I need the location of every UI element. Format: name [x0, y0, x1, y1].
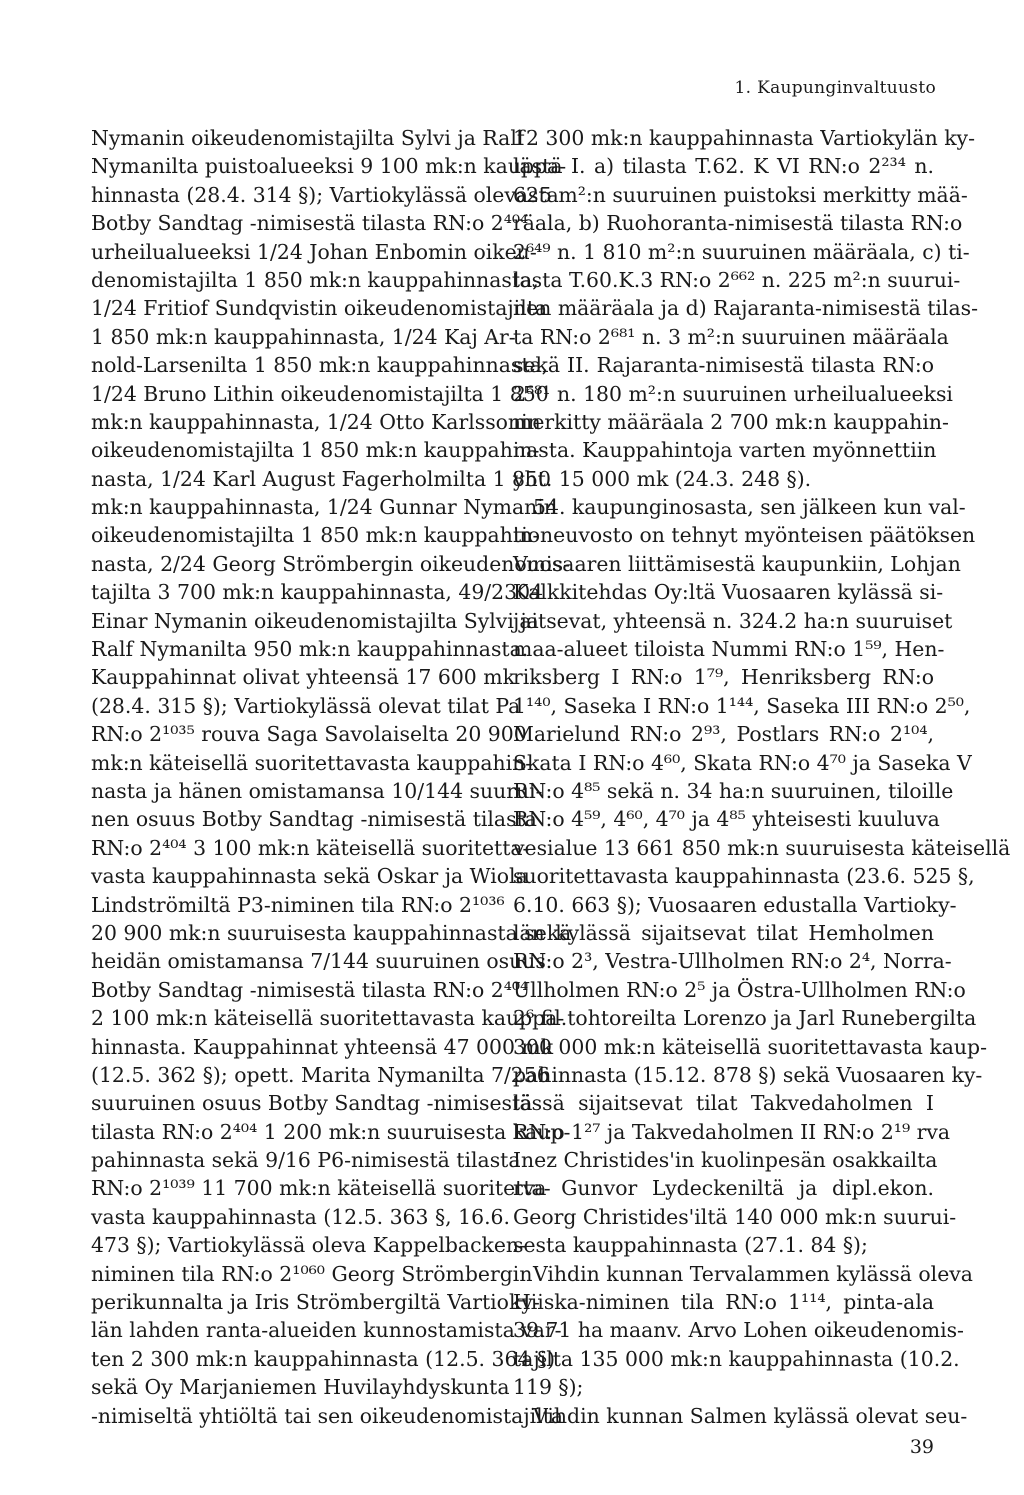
- text-line: 12 300 mk:n kauppahinnasta Vartiokylän ky-: [513, 126, 975, 150]
- page-number: 39: [909, 1436, 934, 1458]
- text-line: Botby Sandtag -nimisestä tilasta RN:o 2⁴⁰⁴: [91, 211, 529, 236]
- text-line: sekä Oy Marjaniemen Huvilayhdyskunta: [91, 1375, 510, 1400]
- text-line: lässä sijaitsevat tilat Takvedaholmen I: [513, 1091, 934, 1116]
- text-line: mk:n kauppahinnasta, 1/24 Otto Karlssonin: [91, 409, 541, 434]
- text-line: nold-Larsenilta 1 850 mk:n kauppahinnasta,: [91, 353, 549, 378]
- text-line: Vihdin kunnan Tervalammen kylässä oleva: [533, 1261, 973, 1286]
- text-line: RN:o 2³, Vestra-Ullholmen RN:o 2⁴, Norra-: [513, 949, 952, 974]
- text-line: merkitty määräala 2 700 mk:n kauppahin-: [513, 409, 949, 434]
- text-line: 300 000 mk:n käteisellä suoritettavasta kaup-: [513, 1034, 987, 1059]
- text-line: (12.5. 362 §); opett. Marita Nymanilta 7/256: [91, 1062, 550, 1087]
- text-line: Georg Christides'iltä 140 000 mk:n suurui-: [513, 1204, 957, 1229]
- text-line: 2⁶⁴⁹ n. 1 810 m²:n suuruinen määräala, c) ti-: [513, 239, 970, 264]
- text-line: RN:o 4⁵⁹, 4⁶⁰, 4⁷⁰ ja 4⁸⁵ yhteisesti kuuluva: [513, 807, 940, 832]
- text-line: suuruinen osuus Botby Sandtag -nimisestä: [91, 1091, 533, 1116]
- text-line: Botby Sandtag -nimisestä tilasta RN:o 2⁴⁰⁴: [91, 977, 529, 1002]
- text-line: län kylässä sijaitsevat tilat Hemholmen: [513, 920, 934, 945]
- text-line: heidän omistamansa 7/144 suuruinen osuus: [91, 949, 546, 974]
- text-line: tajilta 135 000 mk:n kauppahinnasta (10.2.: [513, 1346, 960, 1371]
- text-line: räala, b) Ruohoranta-nimisestä tilasta RN:o: [513, 211, 963, 236]
- text-line: riksberg I RN:o 1⁷⁹, Henriksberg RN:o: [513, 665, 934, 690]
- text-line: vasta kauppahinnasta (12.5. 363 §, 16.6.: [91, 1204, 511, 1229]
- text-line: yht. 15 000 mk (24.3. 248 §).: [513, 466, 812, 491]
- text-line: Nymanin oikeudenomistajilta Sylvi ja Ralf: [91, 126, 525, 150]
- text-line: jaitsevat, yhteensä n. 324.2 ha:n suuruiset: [513, 608, 953, 633]
- text-line: 2 100 mk:n käteisellä suoritettavasta kauppa-: [91, 1006, 565, 1031]
- text-line: Vuosaaren liittämisestä kaupunkiin, Lohjan: [513, 551, 961, 576]
- text-line: nen määräala ja d) Rajaranta-nimisestä tilas-: [513, 296, 978, 321]
- text-line: Skata I RN:o 4⁶⁰, Skata RN:o 4⁷⁰ ja Saseka V: [513, 750, 972, 775]
- text-line: Marielund RN:o 2⁹³, Postlars RN:o 2¹⁰⁴,: [513, 722, 934, 747]
- text-line: Inez Christides'in kuolinpesän osakkailta: [513, 1148, 938, 1173]
- text-line: pahinnasta sekä 9/16 P6-nimisestä tilasta: [91, 1148, 521, 1173]
- text-line: urheilualueeksi 1/24 Johan Enbomin oikeu-: [91, 239, 537, 264]
- right-text-column: [513, 124, 1011, 1430]
- text-line: vesialue 13 661 850 mk:n suuruisesta käteisellä: [513, 835, 1011, 860]
- text-line: oikeudenomistajilta 1 850 mk:n kauppahin-: [91, 438, 540, 463]
- text-line: denomistajilta 1 850 mk:n kauppahinnasta,: [91, 267, 539, 292]
- text-line: rva Gunvor Lydeckeniltä ja dipl.ekon.: [513, 1176, 934, 1201]
- text-line: nasta. Kauppahintoja varten myönnettiin: [513, 438, 937, 463]
- text-line: niminen tila RN:o 2¹⁰⁶⁰ Georg Strömbergin: [91, 1261, 533, 1286]
- text-line: Vihdin kunnan Salmen kylässä olevat seu-: [533, 1403, 968, 1428]
- text-line: Ullholmen RN:o 2⁵ ja Östra-Ullholmen RN:o: [513, 977, 966, 1002]
- text-line: 1/24 Bruno Lithin oikeudenomistajilta 1 850: [91, 381, 549, 406]
- text-line: län lahden ranta-alueiden kunnostamista var-: [91, 1318, 562, 1343]
- text-line: Lindströmiltä P3-niminen tila RN:o 2¹⁰³⁶: [91, 892, 505, 917]
- text-line: Kalkkitehdas Oy:ltä Vuosaaren kylässä si-: [513, 580, 944, 605]
- text-line: maa-alueet tiloista Nummi RN:o 1⁵⁹, Hen-: [513, 637, 945, 662]
- text-line: RN:o 2¹⁰³⁵ rouva Saga Savolaiselta 20 900: [91, 722, 527, 747]
- text-line: pahinnasta (15.12. 878 §) sekä Vuosaaren ky-: [513, 1062, 983, 1087]
- text-line: hinnasta. Kauppahinnat yhteensä 47 000 mk: [91, 1034, 554, 1059]
- running-header: 1. Kaupunginvaltuusto: [734, 78, 936, 98]
- text-line: 6.10. 663 §); Vuosaaren edustalla Vartioky-: [513, 892, 957, 917]
- text-line: tioneuvosto on tehnyt myönteisen päätöksen: [513, 523, 976, 548]
- text-line: hinnasta (28.4. 314 §); Vartiokylässä olevasta: [91, 182, 559, 207]
- text-line: nen osuus Botby Sandtag -nimisestä tilasta: [91, 807, 537, 832]
- text-line: -nimiseltä yhtiöltä tai sen oikeudenomistajilta: [91, 1403, 564, 1428]
- text-line: Hiiska-niminen tila RN:o 1¹¹⁴, pinta-ala: [513, 1290, 934, 1315]
- text-line: mk:n käteisellä suoritettavasta kauppahin-: [91, 750, 533, 775]
- text-line: 39.71 ha maanv. Arvo Lohen oikeudenomis-: [513, 1318, 964, 1343]
- text-line: 2⁶ fil.tohtoreilta Lorenzo ja Jarl Runebergilta: [513, 1006, 977, 1031]
- text-line: vasta kauppahinnasta sekä Oskar ja Wiola: [91, 864, 528, 889]
- text-line: RN:o 2¹⁰³⁹ 11 700 mk:n käteisellä suoritetta-: [91, 1176, 551, 1201]
- text-line: tajilta 3 700 mk:n kauppahinnasta, 49/2304: [91, 580, 544, 605]
- text-line: nasta ja hänen omistamansa 10/144 suurui-: [91, 778, 543, 803]
- text-line: (28.4. 315 §); Vartiokylässä olevat tilat Pa: [91, 693, 521, 718]
- text-line: perikunnalta ja Iris Strömbergiltä Vartioky-: [91, 1290, 540, 1315]
- text-line: 2⁶⁸¹ n. 180 m²:n suuruinen urheilualueeksi: [513, 381, 953, 406]
- text-line: lasta T.60.K.3 RN:o 2⁶⁶² n. 225 m²:n suurui-: [513, 267, 961, 292]
- text-line: 473 §); Vartiokylässä oleva Kappelbacken-: [91, 1233, 526, 1258]
- text-line: Einar Nymanin oikeudenomistajilta Sylvi ja: [91, 608, 539, 633]
- text-line: oikeudenomistajilta 1 850 mk:n kauppahin-: [91, 523, 540, 548]
- text-line: Kauppahinnat olivat yhteensä 17 600 mk: [91, 665, 515, 690]
- text-line: RN:o 2⁴⁰⁴ 3 100 mk:n käteisellä suoritetta-: [91, 835, 530, 860]
- text-line: 625 m²:n suuruinen puistoksi merkitty mää-: [513, 182, 968, 207]
- text-line: RN:o 1²⁷ ja Takvedaholmen II RN:o 2¹⁹ rva: [513, 1119, 951, 1144]
- text-line: mk:n kauppahinnasta, 1/24 Gunnar Nymanin: [91, 495, 557, 520]
- text-line: lästä I. a) tilasta T.62. K VI RN:o 2²³⁴ n.: [513, 154, 934, 179]
- text-line: tilasta RN:o 2⁴⁰⁴ 1 200 mk:n suuruisesta kaup-: [91, 1119, 571, 1144]
- text-line: sekä II. Rajaranta-nimisestä tilasta RN:o: [513, 353, 934, 378]
- text-line: 1 850 mk:n kauppahinnasta, 1/24 Kaj Ar-: [91, 324, 516, 349]
- text-line: ten 2 300 mk:n kauppahinnasta (12.5. 364 §): [91, 1346, 556, 1371]
- text-line: sesta kauppahinnasta (27.1. 84 §);: [513, 1233, 868, 1258]
- text-line: nasta, 2/24 Georg Strömbergin oikeudenomis-: [91, 551, 570, 576]
- text-line: 1/24 Fritiof Sundqvistin oikeudenomistajilta: [91, 296, 548, 321]
- text-line: 119 §);: [513, 1375, 584, 1400]
- text-line: Nymanilta puistoalueeksi 9 100 mk:n kauppa-: [91, 154, 567, 179]
- text-line: RN:o 4⁸⁵ sekä n. 34 ha:n suuruinen, tiloille: [513, 778, 954, 803]
- text-line: nasta, 1/24 Karl August Fagerholmilta 1 850: [91, 466, 551, 491]
- text-line: 54. kaupunginosasta, sen jälkeen kun val-: [533, 495, 966, 520]
- text-line: 1¹⁴⁰, Saseka I RN:o 1¹⁴⁴, Saseka III RN:o 2⁵⁰,: [513, 693, 971, 718]
- text-line: ta RN:o 2⁶⁸¹ n. 3 m²:n suuruinen määräala: [513, 324, 949, 349]
- text-line: 20 900 mk:n suuruisesta kauppahinnasta sekä: [91, 920, 572, 945]
- text-line: suoritettavasta kauppahinnasta (23.6. 525 §,: [513, 864, 975, 889]
- text-line: Ralf Nymanilta 950 mk:n kauppahinnasta.: [91, 637, 529, 662]
